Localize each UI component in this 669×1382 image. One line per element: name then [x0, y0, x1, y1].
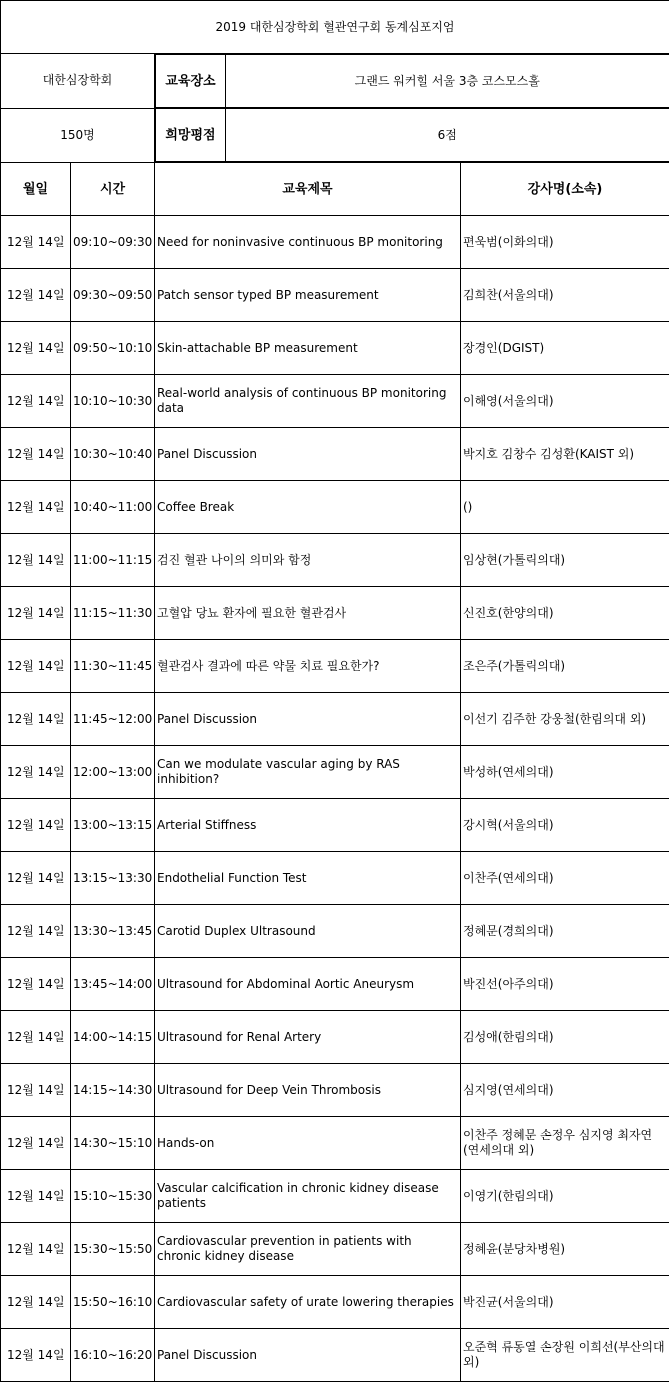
table-row: [1, 269, 669, 322]
table-row: [1, 852, 669, 905]
row-topic: Real-world analysis of continuous BP monitoring data: [155, 375, 461, 428]
row-topic: Cardiovascular safety of urate lowering therapies: [155, 1276, 461, 1329]
row-speaker: 박지호 김창수 김성환(KAIST 외): [461, 428, 669, 481]
row-date: 12월 14일: [1, 534, 71, 587]
row-date: 12월 14일: [1, 481, 71, 534]
header-time: 시간: [71, 163, 155, 216]
row-speaker: 장경인(DGIST): [461, 322, 669, 375]
table-row: [1, 375, 669, 428]
row-topic: 검진 혈관 나이의 의미와 함정: [155, 534, 461, 587]
row-speaker: 편욱범(이화의대): [461, 216, 669, 269]
row-speaker: 이영기(한림의대): [461, 1170, 669, 1223]
row-topic: 고혈압 당뇨 환자에 필요한 혈관검사: [155, 587, 461, 640]
row-time: 12:00~13:00: [71, 746, 155, 799]
row-topic: Panel Discussion: [155, 428, 461, 481]
row-time: 16:10~16:20: [71, 1329, 155, 1382]
venue-value: 그랜드 워커힐 서울 3층 코스모스홀: [226, 55, 669, 108]
venue-row: [1, 54, 669, 109]
row-time: 11:00~11:15: [71, 534, 155, 587]
row-time: 15:10~15:30: [71, 1170, 155, 1223]
row-time: 13:00~13:15: [71, 799, 155, 852]
row-topic: Endothelial Function Test: [155, 852, 461, 905]
row-speaker: (): [461, 481, 669, 534]
row-topic: Arterial Stiffness: [155, 799, 461, 852]
table-row: [1, 1276, 669, 1329]
row-topic: Vascular calcification in chronic kidney disease patients: [155, 1170, 461, 1223]
row-date: 12월 14일: [1, 216, 71, 269]
table-row: [1, 1011, 669, 1064]
row-date: 12월 14일: [1, 375, 71, 428]
row-time: 09:50~10:10: [71, 322, 155, 375]
row-speaker: 정혜문(경희의대): [461, 905, 669, 958]
row-speaker: 조은주(가톨릭의대): [461, 640, 669, 693]
row-time: 15:30~15:50: [71, 1223, 155, 1276]
table-row: [1, 428, 669, 481]
row-time: 13:30~13:45: [71, 905, 155, 958]
row-topic: 혈관검사 결과에 따른 약물 치료 필요한가?: [155, 640, 461, 693]
row-time: 10:40~11:00: [71, 481, 155, 534]
row-topic: Cardiovascular prevention in patients with chronic kidney disease: [155, 1223, 461, 1276]
row-topic: Need for noninvasive continuous BP monitoring: [155, 216, 461, 269]
row-date: 12월 14일: [1, 905, 71, 958]
row-speaker: 이선기 김주한 강웅철(한림의대 외): [461, 693, 669, 746]
capacity: 150명: [1, 108, 155, 163]
table-row: [1, 322, 669, 375]
row-topic: Panel Discussion: [155, 1329, 461, 1382]
row-time: 11:15~11:30: [71, 587, 155, 640]
row-speaker: 박진선(아주의대): [461, 958, 669, 1011]
row-date: 12월 14일: [1, 746, 71, 799]
table-row: [1, 958, 669, 1011]
table-row: [1, 693, 669, 746]
header-row: [1, 163, 669, 216]
row-time: 11:45~12:00: [71, 693, 155, 746]
table-row: [1, 1064, 669, 1117]
row-date: 12월 14일: [1, 428, 71, 481]
row-topic: Carotid Duplex Ultrasound: [155, 905, 461, 958]
row-date: 12월 14일: [1, 958, 71, 1011]
page-title: 2019 대한심장학회 혈관연구회 동계심포지엄: [1, 1, 669, 54]
row-topic: Panel Discussion: [155, 693, 461, 746]
table-row: [1, 640, 669, 693]
row-speaker: 이찬주(연세의대): [461, 852, 669, 905]
row-time: 15:50~16:10: [71, 1276, 155, 1329]
row-time: 14:15~14:30: [71, 1064, 155, 1117]
row-date: 12월 14일: [1, 1223, 71, 1276]
row-speaker: 오준혁 류동열 손장원 이희선(부산의대 외): [461, 1329, 669, 1382]
row-date: 12월 14일: [1, 1117, 71, 1170]
row-time: 10:10~10:30: [71, 375, 155, 428]
row-speaker: 정혜윤(분당차병원): [461, 1223, 669, 1276]
row-speaker: 박성하(연세의대): [461, 746, 669, 799]
organizer: 대한심장학회: [1, 54, 155, 109]
table-row: [1, 1223, 669, 1276]
table-row: [1, 799, 669, 852]
row-date: 12월 14일: [1, 693, 71, 746]
row-date: 12월 14일: [1, 1276, 71, 1329]
header-speaker: 강사명(소속): [461, 163, 669, 216]
row-date: 12월 14일: [1, 587, 71, 640]
header-date: 월일: [1, 163, 71, 216]
row-time: 14:30~15:10: [71, 1117, 155, 1170]
table-row: [1, 1117, 669, 1170]
row-speaker: 심지영(연세의대): [461, 1064, 669, 1117]
table-row: [1, 587, 669, 640]
row-time: 09:10~09:30: [71, 216, 155, 269]
row-date: 12월 14일: [1, 269, 71, 322]
row-topic: Can we modulate vascular aging by RAS inhibition?: [155, 746, 461, 799]
table-row: [1, 534, 669, 587]
venue-label: 교육장소: [156, 55, 226, 108]
row-time: 10:30~10:40: [71, 428, 155, 481]
row-speaker: 이해영(서울의대): [461, 375, 669, 428]
row-speaker: 김성애(한림의대): [461, 1011, 669, 1064]
table-row: [1, 746, 669, 799]
title-row: [1, 1, 669, 54]
row-time: 13:45~14:00: [71, 958, 155, 1011]
row-speaker: 이찬주 정혜문 손정우 심지영 최자연(연세의대 외): [461, 1117, 669, 1170]
row-topic: Patch sensor typed BP measurement: [155, 269, 461, 322]
row-speaker: 강시혁(서울의대): [461, 799, 669, 852]
row-topic: Ultrasound for Deep Vein Thrombosis: [155, 1064, 461, 1117]
row-speaker: 김희찬(서울의대): [461, 269, 669, 322]
row-date: 12월 14일: [1, 1170, 71, 1223]
row-date: 12월 14일: [1, 322, 71, 375]
row-speaker: 박진균(서울의대): [461, 1276, 669, 1329]
score-label: 희망평점: [156, 109, 226, 162]
row-date: 12월 14일: [1, 1329, 71, 1382]
row-speaker: 신진호(한양의대): [461, 587, 669, 640]
table-row: [1, 905, 669, 958]
header-topic: 교육제목: [155, 163, 461, 216]
row-time: 11:30~11:45: [71, 640, 155, 693]
table-row: [1, 1170, 669, 1223]
score-value: 6점: [226, 109, 669, 162]
capacity-row: [1, 108, 669, 163]
table-row: [1, 216, 669, 269]
row-time: 14:00~14:15: [71, 1011, 155, 1064]
row-speaker: 임상현(가톨릭의대): [461, 534, 669, 587]
table-row: [1, 1329, 669, 1382]
row-date: 12월 14일: [1, 799, 71, 852]
row-topic: Skin-attachable BP measurement: [155, 322, 461, 375]
row-topic: Coffee Break: [155, 481, 461, 534]
row-date: 12월 14일: [1, 1064, 71, 1117]
row-topic: Ultrasound for Renal Artery: [155, 1011, 461, 1064]
row-time: 13:15~13:30: [71, 852, 155, 905]
row-date: 12월 14일: [1, 640, 71, 693]
row-date: 12월 14일: [1, 852, 71, 905]
table-row: [1, 481, 669, 534]
row-date: 12월 14일: [1, 1011, 71, 1064]
row-topic: Hands-on: [155, 1117, 461, 1170]
row-topic: Ultrasound for Abdominal Aortic Aneurysm: [155, 958, 461, 1011]
row-time: 09:30~09:50: [71, 269, 155, 322]
